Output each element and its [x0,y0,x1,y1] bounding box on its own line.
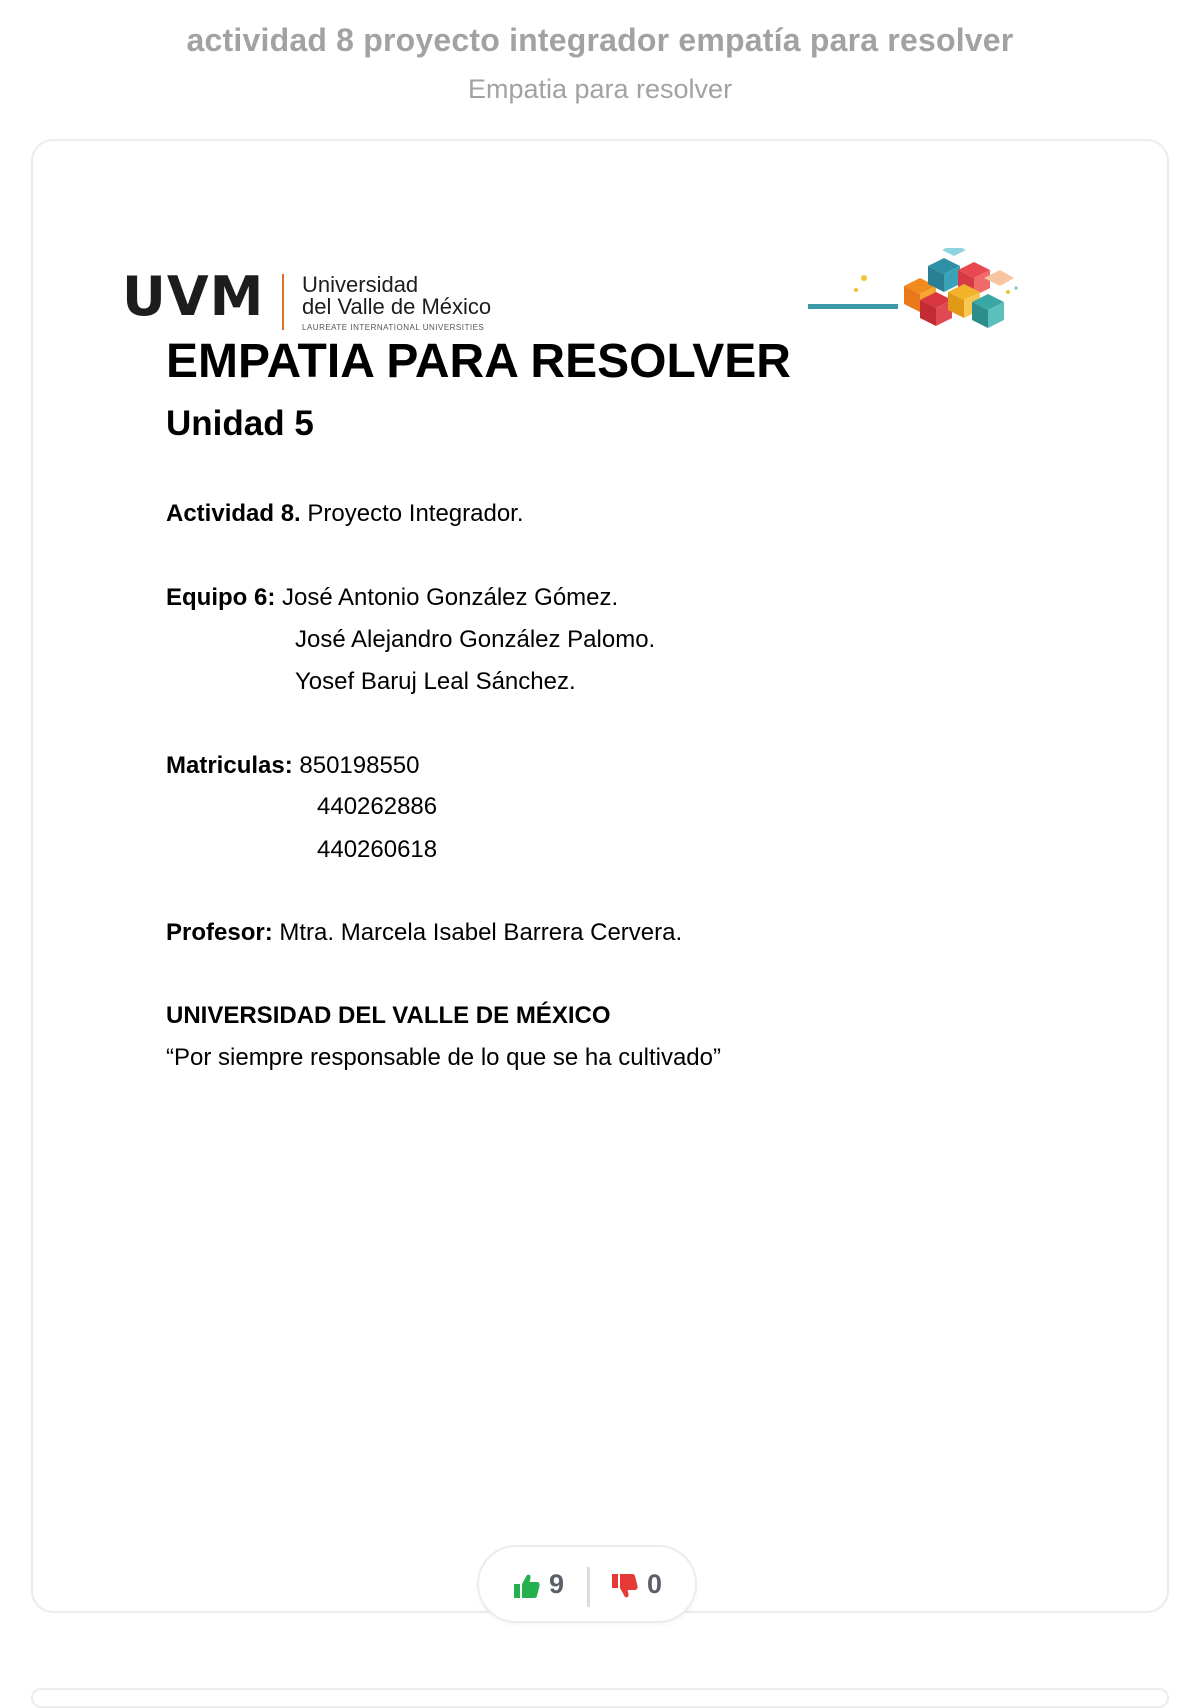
document-subtitle: Empatia para resolver [467,74,733,104]
thumbs-up-icon[interactable] [511,1571,541,1601]
team-member: José Alejandro González Palomo. [295,626,656,653]
logo-name-line1: Universidad [302,272,419,297]
logo-wordmark: UVM [122,265,265,328]
vote-divider [587,1567,590,1607]
university-name: UNIVERSIDAD DEL VALLE DE MÉXICO [166,1002,611,1029]
vote-widget [477,1545,697,1623]
logo-name-line2: del Valle de México [302,294,492,319]
university-motto: “Por siempre responsable de lo que se ha cultivado” [166,1044,721,1071]
ids-line [166,752,420,780]
document-main-title: EMPATIA PARA RESOLVER [166,335,791,388]
ids-label: Matriculas: [166,752,293,779]
cubes-graphic-icon [808,248,1028,338]
team-member: Yosef Baruj Leal Sánchez. [295,668,576,695]
thumbs-down-icon[interactable] [609,1571,639,1601]
id-value: 440260618 [317,836,438,863]
uvm-logo [122,265,492,336]
id-value: 440262886 [317,793,438,820]
logo-divider [282,274,284,330]
team-label: Equipo 6: [166,584,276,611]
team-member: José Antonio González Gómez. [282,584,619,611]
downvote-count: 0 [647,1569,663,1599]
activity-value: Proyecto Integrador. [307,500,524,527]
document-unit: Unidad 5 [166,404,314,443]
activity-line [166,500,524,528]
logo-tagline: LAUREATE INTERNATIONAL UNIVERSITIES [302,323,485,332]
document-title: actividad 8 proyecto integrador empatía para resolver [186,22,1014,58]
activity-label: Actividad 8. [166,500,301,527]
upvote-count: 9 [549,1569,565,1599]
professor-value: Mtra. Marcela Isabel Barrera Cervera. [279,919,683,946]
next-card-edge [31,1688,1169,1708]
professor-line [166,919,682,947]
professor-label: Profesor: [166,919,273,946]
team-line [166,584,618,612]
id-value: 850198550 [299,752,420,779]
